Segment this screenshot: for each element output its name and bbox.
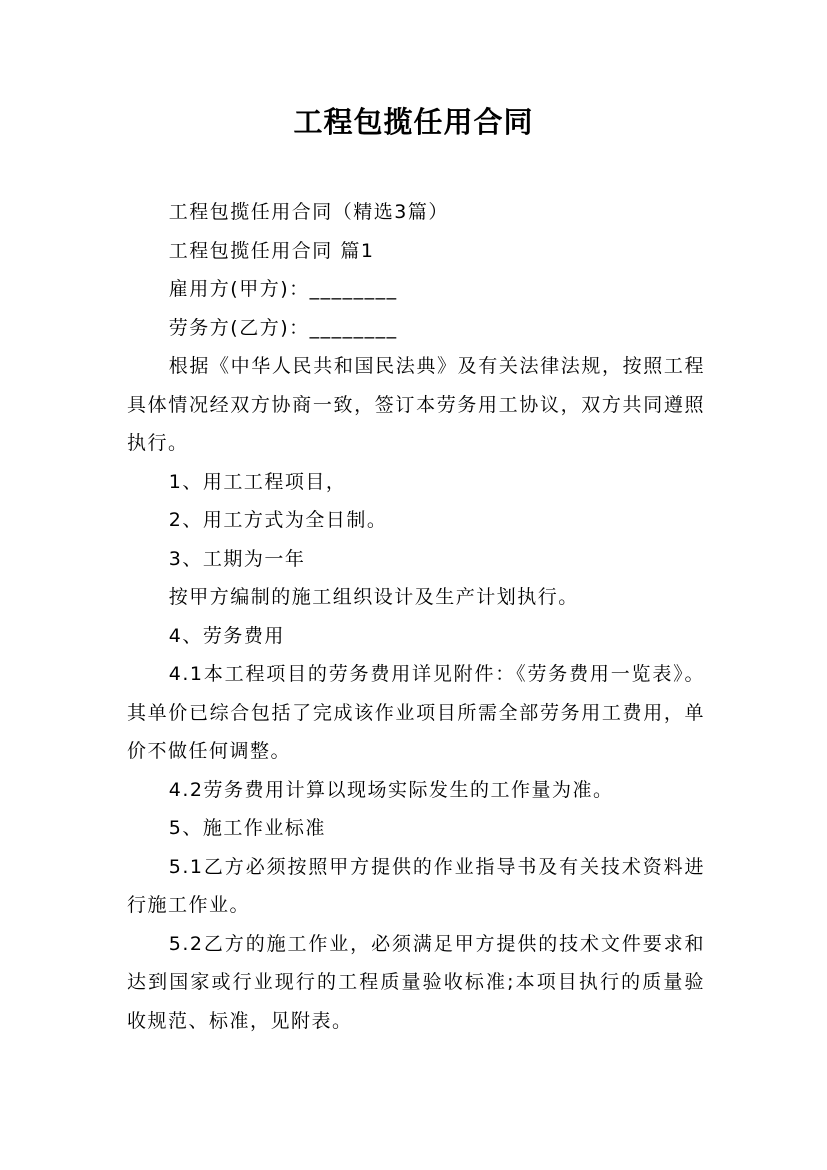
paragraph-clause-5-1: 5.1乙方必须按照甲方提供的作业指导书及有关技术资料进行施工作业。 [127,855,705,916]
paragraph-heading-part1: 工程包揽任用合同 篇1 [168,239,375,262]
document-title: 工程包揽任用合同 [293,105,534,139]
paragraph-clause-3: 3、工期为一年 [168,547,306,570]
paragraph-preamble: 根据《中华人民共和国民法典》及有关法律法规，按照工程具体情况经双方协商一致，签订本劳务用工协议，双方共同遵照执行。 [127,355,705,454]
paragraph-heading-selection: 工程包揽任用合同（精选3篇） [168,201,449,223]
paragraph-clause-4: 4、劳务费用 [168,624,285,647]
paragraph-clause-5: 5、施工作业标准 [168,817,326,839]
paragraph-clause-4-1: 4.1本工程项目的劳务费用详见附件：《劳务费用一览表》。其单价已综合包括了完成该作业项目所需全部劳务用工费用，单价不做任何调整。 [127,663,705,762]
paragraph-clause-5-2: 5.2乙方的施工作业，必须满足甲方提供的技术文件要求和达到国家或行业现行的工程质量验收标准;本项目执行的质量验收规范、标准，见附表。 [127,932,705,1032]
paragraph-clause-1: 1、用工工程项目， [168,470,347,493]
paragraph-employer: 雇用方(甲方)：________ [168,278,398,300]
paragraph-clause-4-2: 4.2劳务费用计算以现场实际发生的工作量为准。 [168,778,614,801]
paragraph-clause-3-detail: 按甲方编制的施工组织设计及生产计划执行。 [168,586,579,608]
paragraph-laborer: 劳务方(乙方)：________ [168,316,398,339]
paragraph-clause-2: 2、用工方式为全日制。 [168,509,388,531]
document-body [127,193,705,1040]
